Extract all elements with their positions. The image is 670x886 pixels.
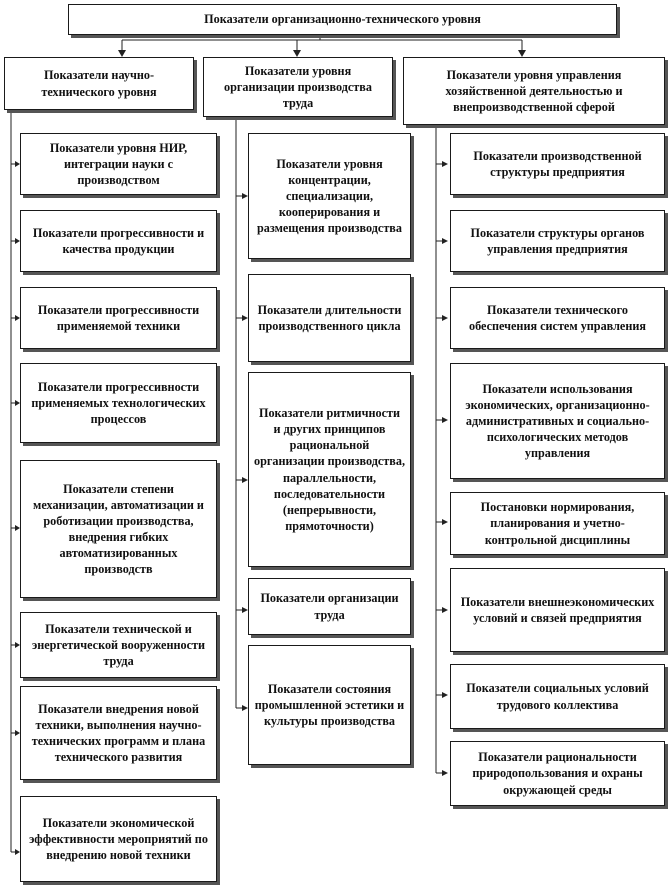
item-label: Показатели длительности производственного цикла xyxy=(257,302,402,333)
col3-item-3 xyxy=(450,287,665,349)
item-label: Показатели социальных условий трудового коллектива xyxy=(466,681,649,712)
col2-item-4 xyxy=(248,578,411,635)
col1-item-1 xyxy=(20,133,217,195)
item-label: Показатели прогрессивности применяемых технологических процессов xyxy=(31,379,206,427)
item-label: Показатели экономической эффективности мероприятий по внедрению новой техники xyxy=(29,815,208,863)
col1-item-8 xyxy=(20,796,217,882)
col2-item-2 xyxy=(248,274,411,362)
col2-item-5 xyxy=(248,645,411,765)
item-label: Показатели уровня концентрации, специализации, кооперирования и размещения производства xyxy=(257,156,402,236)
column-header-label: Показатели уровня организации производства труда xyxy=(224,63,372,111)
column-header-label: Показатели научно-технического уровня xyxy=(41,68,157,99)
col1-item-7 xyxy=(20,686,217,780)
item-label: Показатели уровня НИР, интеграции науки с производством xyxy=(49,140,188,188)
item-label: Постановки нормирования, планирования и учетно-контрольной дисциплины xyxy=(480,500,635,547)
col3-item-4 xyxy=(450,363,665,479)
item-label: Показатели прогрессивности и качества продукции xyxy=(32,225,205,256)
column-header-management xyxy=(403,57,665,125)
col2-item-3 xyxy=(248,372,411,567)
root-box xyxy=(68,4,617,35)
col3-item-8 xyxy=(450,741,665,806)
item-label: Показатели структуры органов управления предприятия xyxy=(470,225,645,256)
item-label: Показатели степени механизации, автоматизации и роботизации производства, внедрения гибких автоматизированных производств xyxy=(33,481,204,577)
col1-item-3 xyxy=(20,287,217,349)
root-label: Показатели организационно-технического уровня xyxy=(204,12,481,27)
col3-item-2 xyxy=(450,210,665,272)
col3-item-1 xyxy=(450,133,665,195)
item-label: Показатели технического обеспечения систем управления xyxy=(469,302,646,333)
arrow-to-col1 xyxy=(118,50,126,57)
column-header-scientific-technical xyxy=(4,57,194,110)
column-header-label: Показатели уровня управления хозяйственной деятельностью и внепроизводственной сферой xyxy=(445,67,623,115)
column-header-production-organization xyxy=(203,57,393,117)
item-label: Показатели внешнеэкономических условий и связей предприятия xyxy=(460,594,655,625)
item-label: Показатели внедрения новой техники, выполнения научно-технических программ и плана технического развития xyxy=(31,701,206,765)
col3-item-6 xyxy=(450,568,665,652)
col3-item-7 xyxy=(450,664,665,729)
col1-item-5 xyxy=(20,460,217,598)
item-label: Показатели технической и энергетической вооруженности труда xyxy=(31,621,205,669)
col1-item-4 xyxy=(20,363,217,443)
item-label: Показатели производственной структуры предприятия xyxy=(473,148,642,179)
col2-item-1 xyxy=(248,133,411,259)
item-label: Показатели организации труда xyxy=(260,591,399,622)
item-label: Показатели ритмичности и других принципов рациональной организации производства, параллельности, последовательности (непрерывности, прямоточности) xyxy=(254,406,405,533)
item-label: Показатели состояния промышленной эстетики и культуры производства xyxy=(254,681,405,729)
arrow-to-col3 xyxy=(518,50,526,57)
col1-item-2 xyxy=(20,210,217,272)
arrow-to-col2 xyxy=(293,50,301,57)
col1-item-6 xyxy=(20,612,217,678)
item-label: Показатели прогрессивности применяемой техники xyxy=(37,302,200,333)
col3-item-5 xyxy=(450,492,665,555)
item-label: Показатели использования экономических, организационно-административных и социально-психологических методов управления xyxy=(465,381,650,461)
item-label: Показатели рациональности природопользования и охраны окружающей среды xyxy=(472,750,643,797)
